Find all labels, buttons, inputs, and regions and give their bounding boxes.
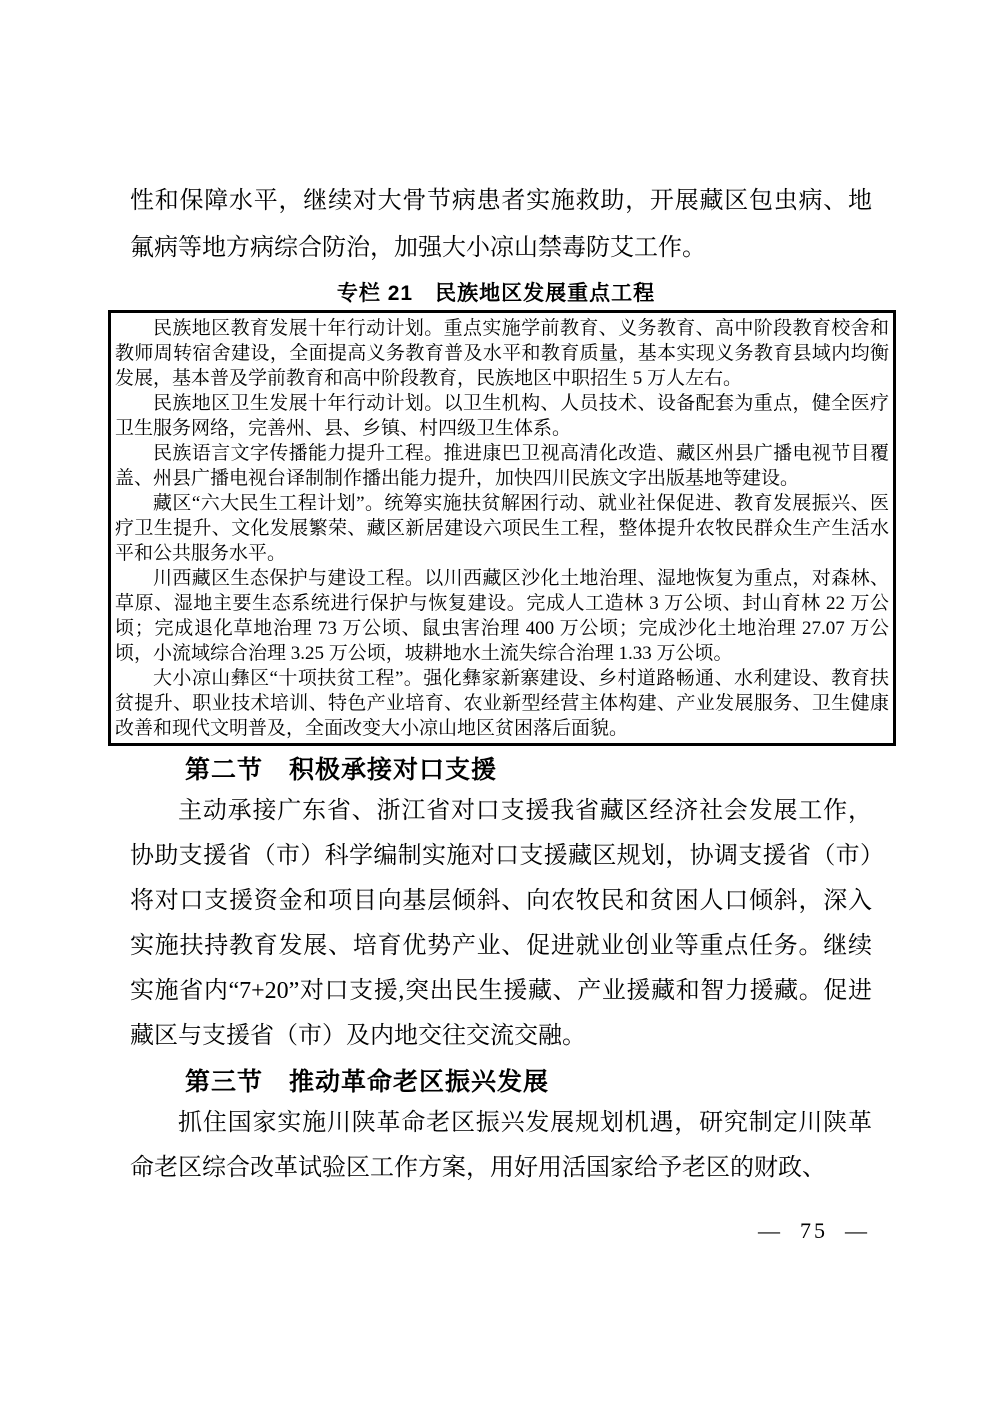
section-heading-2: 第二节 积极承接对口支援 (185, 757, 498, 784)
intro-paragraph: 性和保障水平，继续对大骨节病患者实施救助，开展藏区包虫病、地氟病等地方病综合防治，加强大小凉山禁毒防艾工作。 (130, 188, 872, 261)
section-3-paragraph: 抓住国家实施川陕革命老区振兴发展规划机遇，研究制定川陕革命老区综合改革试验区工作方案，用好用活国家给予老区的财政、 (130, 1110, 872, 1181)
page-number: — 75 — (758, 1218, 870, 1243)
section-heading-3: 第三节 推动革命老区振兴发展 (185, 1069, 550, 1096)
box-paragraph: 藏区“六大民生工程计划”。统筹实施扶贫解困行动、就业社保促进、教育发展振兴、医疗卫生提升、文化发展繁荣、藏区新居建设六项民生工程，整体提升农牧民群众生产生活水平和公共服务水平。 (115, 493, 889, 564)
feature-box (108, 310, 896, 746)
box-paragraph: 民族语言文字传播能力提升工程。推进康巴卫视高清化改造、藏区州县广播电视节目覆盖、州县广播电视台译制制作播出能力提升，加快四川民族文字出版基地等建设。 (115, 443, 889, 489)
box-paragraph: 民族地区教育发展十年行动计划。重点实施学前教育、义务教育、高中阶段教育校舍和教师周转宿舍建设，全面提高义务教育普及水平和教育质量，基本实现义务教育县域内均衡发展，基本普及学前教育和高中阶段教育，民族地区中职招生 5 万人左右。 (115, 318, 889, 389)
box-paragraph: 大小凉山彝区“十项扶贫工程”。强化彝家新寨建设、乡村道路畅通、水利建设、教育扶贫提升、职业技术培训、特色产业培育、农业新型经营主体构建、产业发展服务、卫生健康改善和现代文明普及，全面改变大小凉山地区贫困落后面貌。 (115, 668, 889, 739)
box-title: 专栏 21 民族地区发展重点工程 (336, 282, 656, 305)
box-paragraph: 川西藏区生态保护与建设工程。以川西藏区沙化土地治理、湿地恢复为重点，对森林、草原、湿地主要生态系统进行保护与恢复建设。完成人工造林 3 万公顷、封山育林 22 万公顷；完成退化草地治理 73 万公顷、鼠虫害治理 400 万公顷；完成沙化土地治理 27.07 万公顷，小流域综合治理 3.25 万公顷，坡耕地水土流失综合治理 1.33 万公顷。 (115, 568, 889, 664)
section-2-paragraph: 主动承接广东省、浙江省对口支援我省藏区经济社会发展工作，协助支援省（市）科学编制实施对口支援藏区规划，协调支援省（市）将对口支援资金和项目向基层倾斜、向农牧民和贫困人口倾斜，深入实施扶持教育发展、培育优势产业、促进就业创业等重点任务。继续实施省内“7+20”对口支援,突出民生援藏、产业援藏和智力援藏。促进藏区与支援省（市）及内地交往交流交融。 (130, 798, 872, 1049)
box-paragraph: 民族地区卫生发展十年行动计划。以卫生机构、人员技术、设备配套为重点，健全医疗卫生服务网络，完善州、县、乡镇、村四级卫生体系。 (115, 393, 889, 439)
